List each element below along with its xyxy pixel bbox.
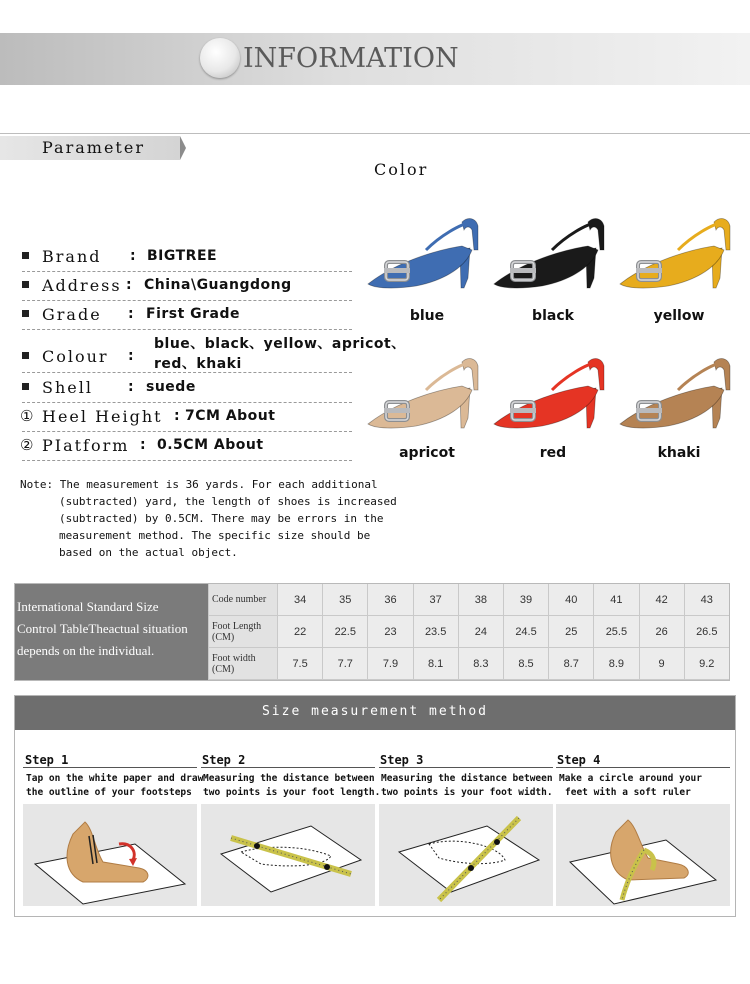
spec-key: Shell <box>42 378 93 397</box>
size-cell: 36 <box>367 584 412 616</box>
size-cell: 38 <box>458 584 503 616</box>
shoe-image-khaki <box>618 350 740 440</box>
size-cell: 24.5 <box>503 616 548 648</box>
spec-row-colour <box>22 333 406 373</box>
size-cell: 7.5 <box>277 648 322 680</box>
size-cell: 35 <box>322 584 367 616</box>
step-desc-line: feet with a soft ruler <box>565 787 691 798</box>
shoe-icon <box>492 350 614 440</box>
size-cell: 8.3 <box>458 648 503 680</box>
size-cell: 26.5 <box>684 616 729 648</box>
step-2-desc <box>203 772 380 800</box>
size-row-label: Code number <box>208 584 277 616</box>
step-3-illustration <box>379 804 553 906</box>
circle-ruler-illustration <box>556 804 730 906</box>
spec-colon: : <box>174 408 180 424</box>
size-row-label: Foot width (CM) <box>208 648 277 680</box>
spec-value: 7CM About <box>185 408 276 424</box>
color-label-khaki: khaki <box>657 445 701 461</box>
size-table <box>14 583 730 681</box>
spec-key: Address <box>42 276 122 295</box>
size-cell: 7.7 <box>322 648 367 680</box>
size-cell: 8.7 <box>548 648 593 680</box>
spec-colon: : <box>126 277 132 293</box>
shoe-icon <box>618 210 740 300</box>
step-1-title: Step 1 <box>25 753 69 767</box>
size-cell: 25 <box>548 616 593 648</box>
size-cell: 37 <box>413 584 458 616</box>
shoe-icon <box>366 350 488 440</box>
spec-colon: : <box>130 248 136 264</box>
spec-row-heel-height <box>22 406 352 432</box>
size-cell: 23 <box>367 616 412 648</box>
spec-colon: : <box>128 348 134 364</box>
page-title: INFORMATION <box>243 43 459 74</box>
step-desc-line: Measuring the distance between <box>203 773 375 784</box>
size-cell: 23.5 <box>413 616 458 648</box>
size-desc-line: Control TableTheactual situation <box>17 621 188 636</box>
shoe-image-black <box>492 210 614 300</box>
size-cell: 34 <box>277 584 322 616</box>
spec-value: suede <box>146 379 196 395</box>
size-cell: 7.9 <box>367 648 412 680</box>
measurement-note <box>20 476 420 561</box>
color-label-blue: blue <box>409 308 445 324</box>
step-1-desc <box>26 772 203 800</box>
step-desc-line: Make a circle around your <box>559 773 702 784</box>
size-cell: 8.9 <box>593 648 638 680</box>
parameter-label: Parameter <box>42 138 145 157</box>
bullet-icon <box>22 383 29 390</box>
banner-circle-ornament <box>200 38 240 78</box>
foot-trace-illustration <box>23 804 197 906</box>
step-2-title: Step 2 <box>202 753 246 767</box>
color-heading: Color <box>374 160 429 179</box>
spec-colon: : <box>128 379 134 395</box>
size-cell: 42 <box>639 584 684 616</box>
spec-number-marker: ① <box>20 407 34 425</box>
note-line: based on the actual object. <box>59 546 238 559</box>
bullet-icon <box>22 352 29 359</box>
spec-number-marker: ② <box>20 436 34 454</box>
shoe-image-red <box>492 350 614 440</box>
spec-value: 0.5CM About <box>157 437 264 453</box>
size-table-description <box>15 584 208 680</box>
shoe-icon <box>618 350 740 440</box>
shoe-icon <box>492 210 614 300</box>
bullet-icon <box>22 281 29 288</box>
color-label-black: black <box>532 308 574 324</box>
size-desc-line: International Standard Size <box>17 599 159 614</box>
size-cell: 22 <box>277 616 322 648</box>
spec-row-address <box>22 275 352 301</box>
step-desc-line: Tap on the white paper and draw <box>26 773 204 784</box>
spec-key: Brand <box>42 247 102 266</box>
shoe-icon <box>366 210 488 300</box>
size-grid <box>208 584 729 680</box>
size-cell: 22.5 <box>322 616 367 648</box>
step-1-illustration <box>23 804 197 906</box>
step-divider <box>379 767 553 768</box>
length-ruler-illustration <box>201 804 375 906</box>
size-cell: 24 <box>458 616 503 648</box>
spec-key: Heel Height <box>42 407 163 426</box>
step-desc-line: two points is your foot length. <box>203 787 381 798</box>
step-3-title: Step 3 <box>380 753 424 767</box>
step-divider <box>201 767 375 768</box>
size-cell: 41 <box>593 584 638 616</box>
width-ruler-illustration <box>379 804 553 906</box>
measurement-title: Size measurement method <box>15 696 735 730</box>
spec-value: First Grade <box>146 306 241 322</box>
size-cell: 9 <box>639 648 684 680</box>
spec-key: Colour <box>42 347 109 366</box>
spec-value: China\Guangdong <box>144 277 292 293</box>
measurement-section <box>14 695 736 917</box>
spec-row-shell <box>22 377 352 403</box>
step-desc-line: two points is your foot width. <box>381 787 553 798</box>
size-row-label: Foot Length (CM) <box>208 616 277 648</box>
step-2-illustration <box>201 804 375 906</box>
size-cell: 26 <box>639 616 684 648</box>
size-cell: 9.2 <box>684 648 729 680</box>
bullet-icon <box>22 252 29 259</box>
size-cell: 43 <box>684 584 729 616</box>
step-desc-line: the outline of your footsteps <box>26 787 192 798</box>
step-4-title: Step 4 <box>557 753 601 767</box>
spec-value: blue、black、yellow、apricot、 <box>154 336 406 352</box>
spec-row-grade <box>22 304 352 330</box>
step-divider <box>556 767 730 768</box>
size-cell: 39 <box>503 584 548 616</box>
shoe-image-apricot <box>366 350 488 440</box>
bullet-icon <box>22 310 29 317</box>
step-3-desc <box>381 772 553 800</box>
spec-value-line2: red、khaki <box>154 356 242 372</box>
header-banner <box>0 33 750 85</box>
size-cell: 8.1 <box>413 648 458 680</box>
spec-row-brand <box>22 246 352 272</box>
spec-key: Grade <box>42 305 102 324</box>
parameter-divider <box>0 133 750 134</box>
color-label-yellow: yellow <box>653 308 705 324</box>
note-line: (subtracted) by 0.5CM. There may be errors in the <box>59 512 384 525</box>
size-desc-line: depends on the individual. <box>17 643 155 658</box>
spec-key: PIatform <box>42 436 130 455</box>
shoe-image-yellow <box>618 210 740 300</box>
step-4-illustration <box>556 804 730 906</box>
shoe-image-blue <box>366 210 488 300</box>
spec-colon: : <box>128 306 134 322</box>
note-line: (subtracted) yard, the length of shoes is increased <box>59 495 397 508</box>
spec-value: BIGTREE <box>147 248 218 264</box>
color-label-apricot: apricot <box>399 445 455 461</box>
note-line: measurement method. The specific size should be <box>59 529 371 542</box>
spec-row-platform <box>22 435 352 461</box>
step-4-desc <box>559 772 702 800</box>
note-line: Note: The measurement is 36 yards. For each additional <box>20 478 378 491</box>
step-desc-line: Measuring the distance between <box>381 773 553 784</box>
size-cell: 8.5 <box>503 648 548 680</box>
color-label-red: red <box>539 445 567 461</box>
step-divider <box>23 767 197 768</box>
size-cell: 25.5 <box>593 616 638 648</box>
size-cell: 40 <box>548 584 593 616</box>
spec-colon: : <box>140 437 146 453</box>
